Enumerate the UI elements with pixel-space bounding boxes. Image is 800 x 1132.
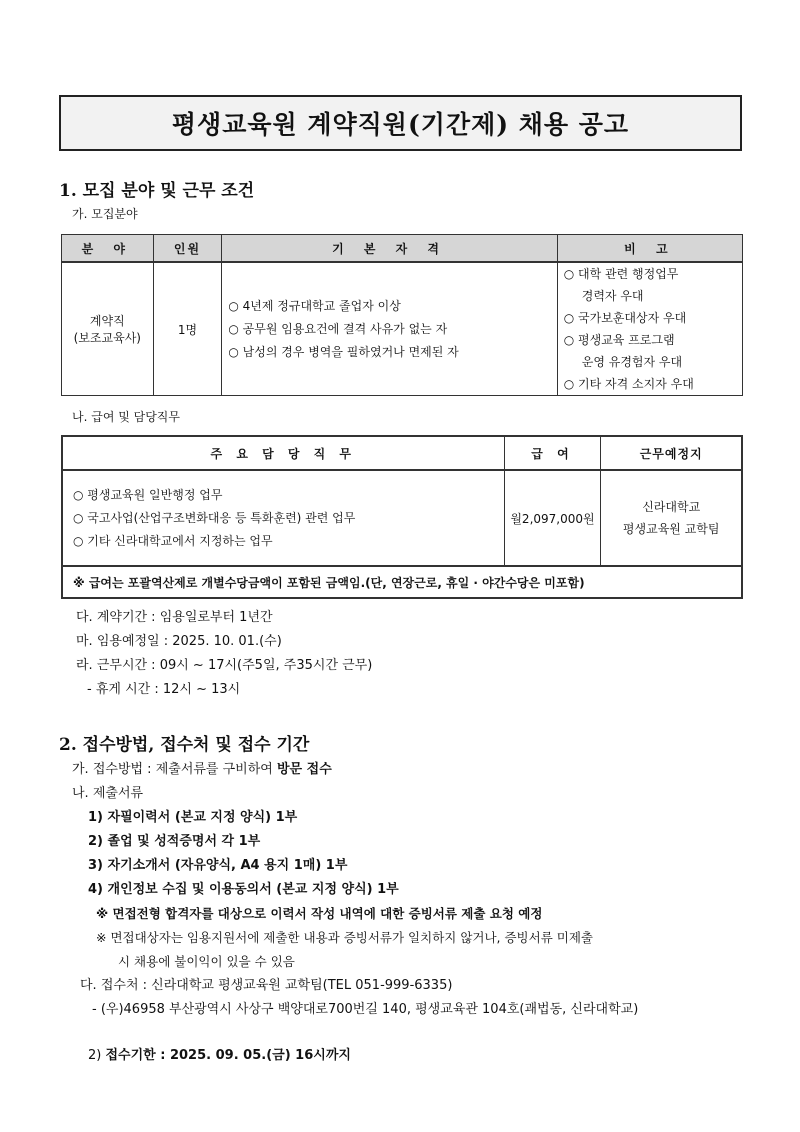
remark-item: 경력자 우대 (581, 289, 644, 303)
section2-heading: 2. 접수방법, 접수처 및 접수 기간 (59, 735, 310, 755)
section1-sub-a: 가. 모집분야 (72, 207, 138, 221)
doc-item: 2) 졸업 및 성적증명서 각 1부 (88, 834, 261, 849)
contract-period: 다. 계약기간 : 임용일로부터 1년간 (76, 610, 273, 625)
evidence-note-line1: ※ 면접대상자는 임용지원서에 제출한 내용과 증빙서류가 일치하지 않거나, 증빙서류 미제출 (96, 930, 593, 945)
salary-note: ※ 급여는 포괄역산제로 개별수당금액이 포함된 금액임.(단, 연장근로, 휴일 · 야간수당은 미포함) (62, 566, 742, 598)
cell-remarks (557, 262, 742, 396)
remark-item: ○ 기타 자격 소지자 우대 (563, 377, 694, 391)
deadline (88, 1044, 351, 1068)
remark-item: ○ 국가보훈대상자 우대 (563, 311, 687, 325)
break-time: - 휴게 시간 : 12시 ~ 13시 (87, 682, 241, 697)
th-salary: 급 여 (504, 436, 601, 470)
deadline-prefix: 2) (88, 1048, 106, 1063)
appointment-date: 마. 임용예정일 : 2025. 10. 01.(수) (76, 634, 282, 649)
duty-table (61, 435, 743, 599)
method-bold: 방문 접수 (277, 762, 332, 777)
th-duties: 주 요 담 당 직 무 (62, 436, 504, 470)
qualification-item: ○ 공무원 임용요건에 결격 사유가 없는 자 (228, 321, 448, 336)
docs-heading: 나. 제출서류 (72, 786, 144, 801)
remark-item: ○ 대학 관련 행정업무 (563, 267, 679, 281)
section1-heading: 1. 모집 분야 및 근무 조건 (59, 181, 255, 201)
cell-qualifications (222, 262, 557, 396)
interview-note: ※ 면접전형 합격자를 대상으로 이력서 작성 내역에 대한 증빙서류 제출 요청 예정 (96, 906, 543, 921)
cell-salary: 월2,097,000원 (504, 470, 601, 566)
reception-address: - (우)46958 부산광역시 사상구 백양대로700번길 140, 평생교육관 104호(괘법동, 신라대학교) (92, 1002, 639, 1017)
page-title: 평생교육원 계약직원(기간제) 채용 공고 (59, 95, 742, 151)
evidence-note-line2: 시 채용에 불이익이 있을 수 있음 (118, 954, 295, 969)
qualification-item: ○ 4년제 정규대학교 졸업자 이상 (228, 298, 401, 313)
doc-item: 3) 자기소개서 (자유양식, A4 용지 1매) 1부 (88, 858, 348, 873)
cell-field (62, 262, 154, 396)
duty-item: ○ 평생교육원 일반행정 업무 (73, 487, 223, 502)
submission-method (72, 758, 332, 782)
field-line2: (보조교육사) (73, 331, 141, 345)
section1-sub-b: 나. 급여 및 담당직무 (72, 410, 180, 424)
location-line2: 평생교육원 교학팀 (622, 522, 720, 536)
cell-location (601, 470, 742, 566)
reception-place: 다. 접수처 : 신라대학교 평생교육원 교학팀(TEL 051-999-6335) (80, 978, 453, 993)
th-location: 근무예정지 (601, 436, 742, 470)
duty-item: ○ 국고사업(산업구조변화대응 등 특화훈련) 관련 업무 (73, 510, 356, 525)
cell-duties (62, 470, 504, 566)
qualification-item: ○ 남성의 경우 병역을 필하였거나 면제된 자 (228, 344, 459, 359)
doc-item: 1) 자필이력서 (본교 지정 양식) 1부 (88, 810, 298, 825)
th-count: 인원 (153, 235, 222, 263)
remark-item: 운영 유경험자 우대 (581, 355, 683, 369)
method-prefix: 가. 접수방법 : 제출서류를 구비하여 (72, 762, 277, 777)
duty-item: ○ 기타 신라대학교에서 지정하는 업무 (73, 533, 273, 548)
location-line1: 신라대학교 (642, 500, 701, 514)
cell-count: 1명 (153, 262, 222, 396)
deadline-text: 접수기한 : 2025. 09. 05.(금) 16시까지 (105, 1048, 351, 1063)
field-line1: 계약직 (89, 314, 125, 328)
doc-item: 4) 개인정보 수집 및 이용동의서 (본교 지정 양식) 1부 (88, 882, 399, 897)
remark-item: ○ 평생교육 프로그램 (563, 333, 675, 347)
th-field: 분 야 (62, 235, 154, 263)
th-remark: 비 고 (557, 235, 742, 263)
recruit-table (61, 234, 743, 396)
work-hours: 라. 근무시간 : 09시 ~ 17시(주5일, 주35시간 근무) (76, 658, 373, 673)
th-qualification: 기 본 자 격 (222, 235, 557, 263)
